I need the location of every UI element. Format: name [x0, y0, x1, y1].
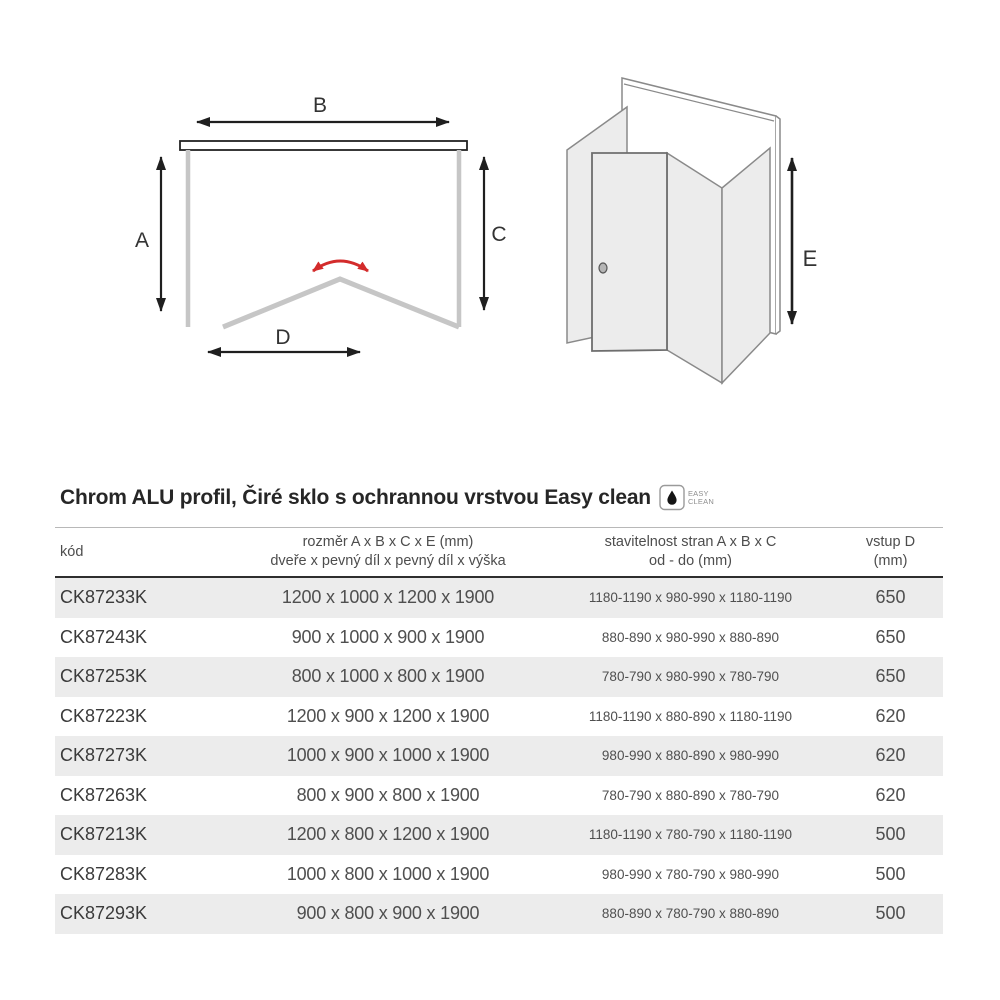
- cell-entry: 500: [875, 824, 906, 845]
- door-knob-icon: [599, 263, 607, 273]
- header-dimensions: [233, 533, 543, 571]
- cell-adjustability: 780-790 x 980-990 x 780-790: [601, 669, 780, 685]
- cell-adjustability: 980-990 x 880-890 x 980-990: [601, 748, 780, 764]
- cell-code: CK87253K: [60, 666, 148, 687]
- cell-entry: 620: [875, 784, 906, 805]
- dimension-label-e: E: [802, 246, 818, 271]
- cell-entry: 650: [875, 626, 906, 647]
- header-adjustability-line2: od - do (mm): [649, 553, 732, 569]
- cell-code: CK87293K: [60, 903, 148, 924]
- folded-panel-right: [722, 148, 770, 383]
- table-row: [55, 815, 943, 855]
- door-panel: [592, 153, 667, 351]
- header-adjustability: [543, 533, 838, 571]
- header-code: kód: [60, 543, 84, 560]
- header-dimensions-line2: dveře x pevný díl x pevný díl x výška: [270, 553, 506, 569]
- badge-line1: EASY: [687, 488, 709, 498]
- table-row: [55, 894, 943, 934]
- isometric-view-diagram: [567, 78, 817, 383]
- top-view-diagram: [135, 94, 507, 352]
- cell-entry: 620: [875, 745, 906, 766]
- dimension-label-a: A: [134, 229, 150, 252]
- cell-dimensions: 1000 x 800 x 1000 x 1900: [286, 863, 490, 884]
- cell-entry: 500: [875, 903, 906, 924]
- door-swing-arrow-icon: [313, 261, 368, 271]
- cell-code: CK87273K: [60, 745, 148, 766]
- table-row: [55, 657, 943, 697]
- dimension-label-c: C: [491, 223, 507, 246]
- cell-code: CK87283K: [60, 863, 148, 884]
- folded-panel-middle: [667, 153, 722, 383]
- section-heading-row: [60, 484, 714, 511]
- cell-code: CK87233K: [60, 587, 148, 608]
- folding-doors: [223, 279, 459, 327]
- cell-code: CK87263K: [60, 784, 148, 805]
- cell-adjustability: 880-890 x 980-990 x 880-890: [601, 629, 780, 645]
- cell-adjustability: 880-890 x 780-790 x 880-890: [601, 906, 780, 922]
- cell-entry: 620: [875, 705, 906, 726]
- header-dimensions-line1: rozměr A x B x C x E (mm): [302, 534, 474, 551]
- badge-line2: CLEAN: [687, 496, 714, 506]
- table-row: [55, 697, 943, 737]
- cell-adjustability: 1180-1190 x 880-890 x 1180-1190: [588, 708, 793, 724]
- page-title: Chrom ALU profil, Čiré sklo s ochrannou vrstvou Easy clean: [60, 485, 651, 509]
- technical-diagrams: [0, 0, 1000, 470]
- wall-profile-bar: [180, 141, 467, 150]
- cell-adjustability: 980-990 x 780-790 x 980-990: [601, 866, 780, 882]
- header-entry-line2: (mm): [873, 553, 908, 569]
- cell-dimensions: 900 x 800 x 900 x 1900: [296, 903, 480, 924]
- table-row: [55, 578, 943, 618]
- cell-entry: 500: [875, 863, 906, 884]
- table-row: [55, 736, 943, 776]
- cell-adjustability: 780-790 x 880-890 x 780-790: [601, 787, 780, 803]
- droplet-icon: [659, 484, 685, 511]
- header-entry: [838, 533, 943, 571]
- cell-adjustability: 1180-1190 x 780-790 x 1180-1190: [588, 827, 793, 843]
- dimension-label-d: D: [275, 326, 291, 349]
- cell-code: CK87213K: [60, 824, 148, 845]
- cell-code: CK87223K: [60, 705, 148, 726]
- cell-adjustability: 1180-1190 x 980-990 x 1180-1190: [588, 590, 793, 606]
- table-row: [55, 855, 943, 895]
- back-panel-thickness-edge: [776, 116, 780, 334]
- cell-dimensions: 800 x 900 x 800 x 1900: [296, 784, 480, 805]
- cell-entry: 650: [875, 666, 906, 687]
- cell-dimensions: 1200 x 800 x 1200 x 1900: [286, 824, 490, 845]
- cell-dimensions: 1200 x 1000 x 1200 x 1900: [281, 587, 495, 608]
- easy-clean-badge-text: [688, 490, 714, 506]
- header-adjustability-line1: stavitelnost stran A x B x C: [604, 534, 777, 551]
- cell-dimensions: 900 x 1000 x 900 x 1900: [291, 626, 485, 647]
- cell-entry: 650: [875, 587, 906, 608]
- table-header-row: [55, 528, 943, 578]
- cell-dimensions: 800 x 1000 x 800 x 1900: [291, 666, 485, 687]
- cell-code: CK87243K: [60, 626, 148, 647]
- spec-table: [55, 527, 943, 934]
- cell-dimensions: 1000 x 900 x 1000 x 1900: [286, 745, 490, 766]
- table-row: [55, 618, 943, 658]
- header-entry-line1: vstup D: [865, 534, 916, 551]
- cell-dimensions: 1200 x 900 x 1200 x 1900: [286, 705, 490, 726]
- dimension-label-b: B: [312, 94, 328, 117]
- table-row: [55, 776, 943, 816]
- easy-clean-badge: [659, 484, 714, 511]
